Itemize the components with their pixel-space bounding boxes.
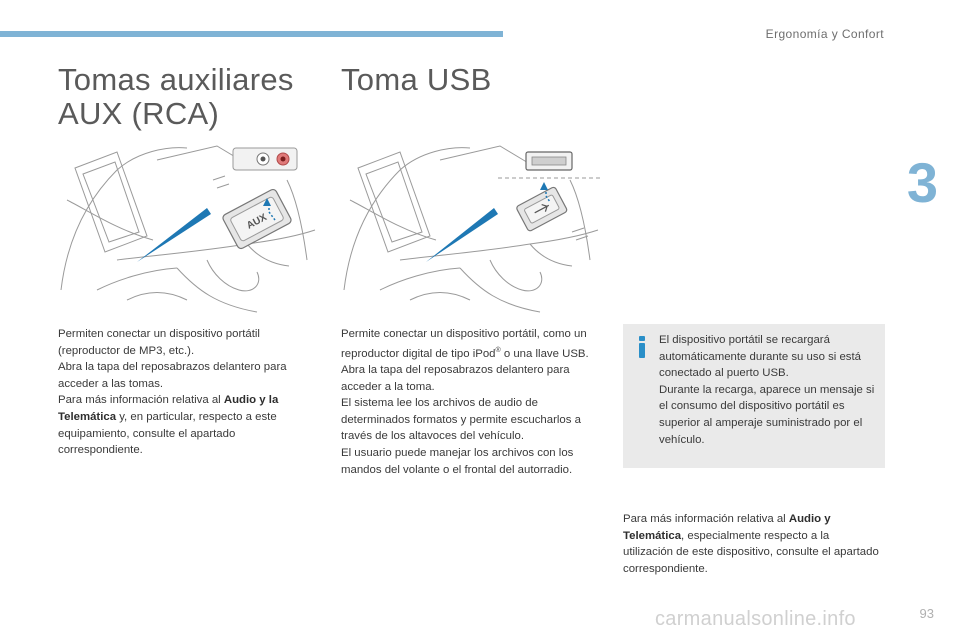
usb-pointer-arrow [426, 208, 498, 262]
more-paragraph [623, 511, 881, 577]
more-text: , especialmente respecto a la utilización de este dispositivo, consulte el apartado correspondiente. [623, 529, 879, 575]
usb-paragraph: El usuario puede manejar los archivos con los mandos del volante o el frontal del autorradio. [341, 446, 574, 476]
info-icon [635, 336, 649, 358]
aux-text: Para más información relativa al [58, 394, 224, 407]
aux-paragraph [58, 392, 313, 458]
watermark: carmanualsonline.info [655, 608, 856, 630]
info-paragraph: El dispositivo portátil se recargará automáticamente durante su uso si está conectado al puerto USB. [659, 334, 861, 380]
aux-reference-bold: Audio y la Telemática [58, 394, 279, 423]
aux-title-line1: Tomas auxiliares [58, 62, 294, 97]
aux-sockets-illustration [57, 140, 319, 316]
info-paragraph: Durante la recarga, aparece un mensaje si el consumo del dispositivo portátil es superior al amperaje suministrado por el vehículo. [659, 383, 875, 446]
aux-title-line2: AUX (RCA) [58, 96, 220, 131]
chapter-name: Ergonomía y Confort [765, 27, 884, 41]
more-reference-bold: Audio y Telemática [623, 513, 831, 542]
usb-description [341, 326, 599, 478]
aux-section-title [58, 63, 318, 131]
usb-text: o una llave USB. [500, 347, 589, 360]
aux-text: y, en particular, respecto a este equipamiento, consulte el apartado correspondiente. [58, 410, 277, 457]
aux-description [58, 326, 313, 459]
page-number: 93 [919, 606, 934, 621]
registered-mark: ® [495, 346, 501, 354]
more-info-text [623, 511, 881, 577]
usb-paragraph: Abra la tapa del reposabrazos delantero para acceder a la toma. [341, 363, 570, 393]
aux-paragraph: Abra la tapa del reposabrazos delantero para acceder a las tomas. [58, 361, 287, 390]
usb-text: Permite conectar un dispositivo portátil, como un reproductor digital de tipo iPod [341, 328, 587, 360]
info-text [659, 332, 881, 448]
aux-label: AUX [244, 212, 269, 232]
header-accent-bar [0, 31, 503, 37]
usb-socket-illustration [340, 140, 602, 316]
chapter-number: 3 [906, 151, 938, 214]
usb-paragraph [341, 326, 599, 362]
more-text: Para más información relativa al [623, 513, 789, 525]
aux-paragraph: Permiten conectar un dispositivo portátil (reproductor de MP3, etc.). [58, 328, 260, 357]
usb-section-title: Toma USB [341, 62, 492, 97]
usb-paragraph: El sistema lee los archivos de audio de determinados formatos y permite escucharlos a través de los altavoces del vehículo. [341, 397, 581, 443]
info-box [623, 324, 885, 468]
